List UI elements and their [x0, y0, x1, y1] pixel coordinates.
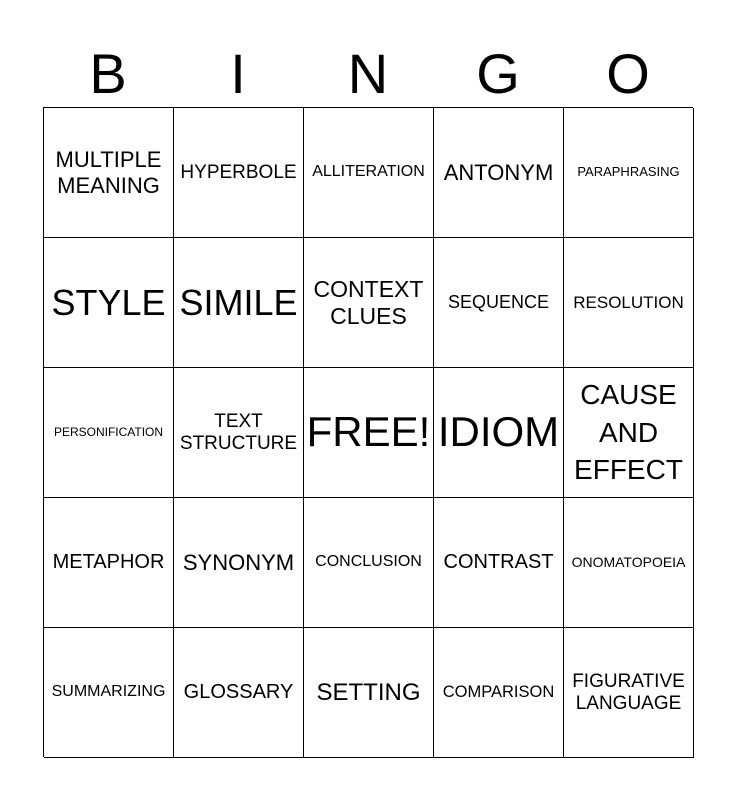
cell-label: HYPERBOLE	[180, 161, 297, 183]
cell-label: IDIOM	[437, 408, 560, 456]
cell-label: SIMILE	[179, 281, 298, 323]
cell-label: STYLE	[51, 281, 166, 323]
cell-label: FIGURATIVE LANGUAGE	[572, 670, 685, 714]
free-space-label: FREE!	[306, 408, 431, 456]
bingo-cell[interactable]	[304, 238, 434, 368]
cell-label: CONCLUSION	[315, 553, 422, 571]
cell-label: ALLITERATION	[312, 163, 425, 181]
bingo-cell[interactable]	[304, 108, 434, 238]
cell-label: PERSONIFICATION	[53, 424, 164, 439]
bingo-header	[43, 40, 693, 108]
cell-label: CONTRAST	[443, 551, 554, 573]
free-space[interactable]	[304, 368, 434, 498]
bingo-cell[interactable]	[174, 238, 304, 368]
bingo-cell[interactable]	[174, 368, 304, 498]
bingo-cell[interactable]	[434, 108, 564, 238]
cell-label: PARAPHRASING	[577, 164, 680, 180]
bingo-cell[interactable]	[44, 238, 174, 368]
bingo-cell[interactable]	[304, 628, 434, 758]
cell-label: COMPARISON	[442, 683, 555, 702]
cell-label: GLOSSARY	[183, 681, 294, 703]
bingo-cell[interactable]	[434, 368, 564, 498]
bingo-cell[interactable]	[44, 368, 174, 498]
bingo-cell[interactable]	[564, 628, 694, 758]
bingo-cell[interactable]	[434, 238, 564, 368]
bingo-cell[interactable]	[564, 238, 694, 368]
cell-label: MULTIPLE MEANING	[55, 147, 162, 198]
cell-label: ANTONYM	[443, 159, 554, 185]
cell-label: SETTING	[316, 678, 421, 706]
bingo-cell[interactable]	[564, 498, 694, 628]
bingo-cell[interactable]	[434, 498, 564, 628]
bingo-cell[interactable]	[44, 498, 174, 628]
bingo-cell[interactable]	[564, 368, 694, 498]
header-letter-o: O	[606, 42, 650, 105]
cell-label: CAUSE AND EFFECT	[574, 378, 683, 486]
header-letter-i: I	[230, 42, 246, 105]
cell-label: RESOLUTION	[573, 292, 684, 312]
cell-label: METAPHOR	[52, 551, 165, 573]
bingo-cell[interactable]	[174, 498, 304, 628]
bingo-cell[interactable]	[434, 628, 564, 758]
cell-label: TEXT STRUCTURE	[179, 410, 298, 454]
bingo-cell[interactable]	[44, 108, 174, 238]
cell-label: ONOMATOPOEIA	[571, 554, 686, 571]
cell-label: SYNONYM	[182, 549, 295, 575]
cell-label: SEQUENCE	[447, 292, 550, 313]
bingo-cell[interactable]	[174, 108, 304, 238]
cell-label: CONTEXT CLUES	[313, 276, 424, 329]
header-letter-n: N	[347, 42, 389, 105]
bingo-board	[43, 107, 693, 757]
bingo-cell[interactable]	[44, 628, 174, 758]
header-letter-g: G	[476, 42, 520, 105]
bingo-cell[interactable]	[564, 108, 694, 238]
cell-label: SUMMARIZING	[51, 683, 166, 701]
bingo-cell[interactable]	[174, 628, 304, 758]
header-letter-b: B	[89, 42, 127, 105]
bingo-cell[interactable]	[304, 498, 434, 628]
